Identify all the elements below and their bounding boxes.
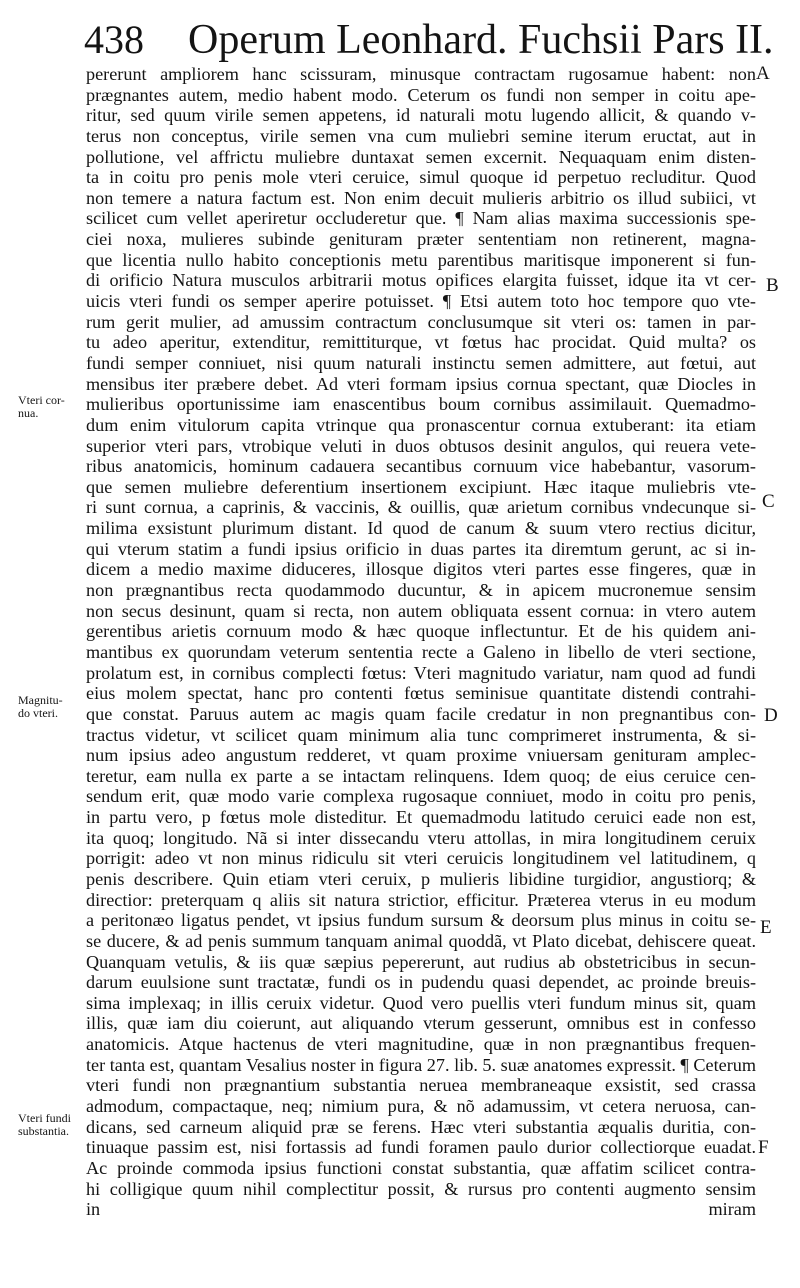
text-line: ta in coitu pro penis mole vteri ceruice, simul quoque id perpetuo recluditur. Quod [86, 167, 756, 188]
text-line: penis describere. Quin etiam vteri ceruix, p mulieris libidine turgidior, angustiorq; & [86, 868, 756, 889]
text-line: prolatum est, in cornibus complecti fœtus: Vteri magnitudo variatur, nam quod ad fundi [86, 662, 756, 683]
margin-note-line: Magnitu- [18, 693, 63, 707]
text-line: in miram [86, 1199, 756, 1220]
text-line: tractus videtur, vt scilicet quam minimum alia tunc comprimeret instrumenta, & si- [86, 724, 756, 745]
text-line: que constat. Paruus autem ac magis quam facile credatur in non pregnantibus con- [86, 703, 756, 724]
text-line: porrigit: adeo vt non minus ridiculu sit vteri ceruicis longitudinem vel latitudinem, q [86, 848, 756, 869]
text-line: pererunt ampliorem hanc scissuram, minusque contractam rugosamue habent: non [86, 64, 756, 84]
text-line: terus non conceptus, virile semen vna cum muliebri semine iterum eructat, aut in [86, 125, 756, 146]
text-line [86, 1220, 756, 1241]
margin-note-uteri-cornua [18, 394, 84, 420]
text-line: ita quoq; longitudo. Nã si inter dissecandu vteru attollas, in mira longitudinem ceruix [86, 827, 756, 848]
text-line: admodum, compactaque, neq; nimium pura, & nõ adamussim, vt cetera neruosa, can- [86, 1096, 756, 1117]
text-line: ri sunt cornua, a caprinis, & vaccinis, & ouillis, quæ arietum cornibus vndecunque si- [86, 497, 756, 518]
text-line: ribus anatomicis, hominum cadauera secantibus cornuum vice habebantur, vasorum- [86, 456, 756, 477]
text-line: mulieribus oportunissime iam enascentibus boum cornibus assimilauit. Quemadmo- [86, 394, 756, 415]
text-line: dicem a medio maxime diduceres, illosque digitos vteri partes esse fingeres, quæ in [86, 559, 756, 580]
text-line: dum enim vitulorum capita vtrinque qua pronascentur cornua extuberant: ita etiam [86, 414, 756, 435]
text-line: ritur, sed quum virile semen appetens, id naturali motu lugendo allicit, & quando v- [86, 105, 756, 126]
text-line: Quanquam vetulis, & iis quæ sæpius pepererunt, aut rudius ab obstetricibus in secun- [86, 951, 756, 972]
text-line: sima implexaq; in illis ceruix videtur. Quod vero puellis vteri fundum minus sit, quam [86, 992, 756, 1013]
margin-note-line: do vteri. [18, 706, 58, 720]
text-line: prægnantes autem, medio habent modo. Ceterum os fundi non semper in coitu ape- [86, 84, 756, 105]
text-line: pollutione, vel affrictu muliebre duntaxat semen excernit. Nequaquam enim disten- [86, 146, 756, 167]
text-line: se ducere, & ad penis summum tanquam animal quoddã, vt Plato dicebat, dehiscere queat. [86, 930, 756, 951]
section-letter-a: A [756, 63, 770, 84]
section-letter-b: B [766, 275, 779, 296]
text-line: gerentibus arietis cornuum modo & hæc quoque inflectuntur. Et de his quidem ani- [86, 621, 756, 642]
text-line: in partu vero, p fœtus mole disteditur. Et quemadmodu latitudo ceruici eade non est, [86, 807, 756, 828]
text-line: tu adeo aperitur, extenditur, remittiturque, vt fœtus hac procidat. Quid multa? os [86, 332, 756, 353]
margin-note-magnitudo-uteri [18, 694, 84, 720]
text-line: qui vterum statim a fundi ipsius orificio in duas partes ita diremtum gerunt, ac si in- [86, 538, 756, 559]
text-line: milima exsistunt plurimum distant. Id quod de canum & suum vtero rectius dicitur, [86, 518, 756, 539]
text-line: teretur, eam nulla ex parte a se intactam relinquens. Idem quoq; de eius ceruice cen- [86, 765, 756, 786]
margin-note-line: Vteri cor- [18, 393, 65, 407]
text-line: vteri fundi non prægnantium substantia neruea membraneaque exsistit, sed crassa [86, 1075, 756, 1096]
text-line: mantibus ex quorundam veterum sententia recte a Galeno in libello de vteri sectione, [86, 641, 756, 662]
text-line: num ipsius adeo angustum redderet, vt quam proxime vniuersam genituram amplec- [86, 745, 756, 766]
margin-note-line: substantia. [18, 1124, 69, 1138]
text-line: dicans, sed carneum aliquid præ se ferens. Hæc vteri substantia æqualis duritia, con- [86, 1116, 756, 1137]
text-line: anatomicis. Atque hactenus de vteri magnitudine, quæ in non prægnantibus frequen- [86, 1034, 756, 1055]
section-letter-f: F [758, 1137, 769, 1158]
text-line: mensibus iter præbere debet. Ad vteri formam ipsius cornua spectant, quæ Diocles in [86, 373, 756, 394]
running-title: Operum Leonhard. Fuchsii Pars II. [188, 17, 774, 63]
text-line: ter tanta est, quantam Vesalius noster in figura 27. lib. 5. suæ anatomes expressit. ¶ Ceterum [86, 1054, 756, 1075]
text-line: sendum erit, quæ modo varie complexa rugosaque conniuet, modo in coitu pro penis, [86, 786, 756, 807]
text-line: illis, quæ iam diu coierunt, aut aliquando vterum gesserunt, omnibus est in confesso [86, 1013, 756, 1034]
text-line: uicis vteri fundi os semper aperire potuisset. ¶ Etsi autem toto hoc tempore quo vte- [86, 291, 756, 312]
section-letter-c: C [762, 491, 775, 512]
margin-note-line: Vteri fundi [18, 1111, 71, 1125]
section-letter-e: E [760, 917, 772, 938]
text-line: hi colligique quum nihil complectitur possit, & rursus pro contenti augmento sensim [86, 1178, 756, 1199]
text-line: non secus desinunt, quam si recta, non autem obliquata essent cornua: in vtero autem [86, 600, 756, 621]
margin-note-uteri-fundi-substantia [18, 1112, 84, 1138]
text-line: superior vteri pars, vtrobique veluti in duos obtusos desinit angulos, qui reuera vete- [86, 435, 756, 456]
text-line: a peritonæo ligatus pendet, vt ipsius fundum sursum & deorsum plus minus in coitu se- [86, 910, 756, 931]
text-line: que semen muliebre deferentium insertionem excipiunt. Hæc itaque muliebris vte- [86, 476, 756, 497]
text-line: scilicet cum vellet aperiretur occluderetur que. ¶ Nam alias maxima successionis spe- [86, 208, 756, 229]
text-line: darum euulsione sunt tractatæ, fundi os in pudendu quasi dependet, ac proinde breuis- [86, 972, 756, 993]
text-line: fundi semper conniuet, nisi quum naturali instinctu semen admittere, aut fœtui, aut [86, 352, 756, 373]
page-number: 438 [84, 17, 144, 62]
text-line: Ac proinde commoda ipsius functioni constat substantia, quæ affatim scilicet contra- [86, 1157, 756, 1178]
text-line: di orificio Natura musculos arbitrarii motus opifices elargita fuisset, idque ita vt cer- [86, 270, 756, 291]
section-letter-d: D [764, 705, 778, 726]
text-line: non temere a natura factum est. Non enim decuit mulieris arbitrio os illud subiici, vt [86, 187, 756, 208]
text-line: rum gerit mulier, ad amussim contractum conclusumque sit vteri os: tamen in par- [86, 311, 756, 332]
body-text [86, 64, 756, 1241]
text-line: non prægnantibus recta quodammodo ducuntur, & in apicem mucronemue sensim [86, 580, 756, 601]
margin-note-line: nua. [18, 406, 39, 420]
text-line: ciei noxa, mulieres subinde genituram præter sententiam non retinerent, magna- [86, 229, 756, 250]
text-line: que licentia nullo habito conceptionis metu parentibus maritisque imponerent si fun- [86, 249, 756, 270]
text-line: directior: preterquam q aliis sit natura strictior, efficitur. Præterea vterus in eu modum [86, 889, 756, 910]
text-line: tinuaque passim est, nisi fortassis ad fundi foramen paulo durior collectiorque euadat. [86, 1137, 756, 1158]
text-line: eius molem spectat, hanc pro contenti fœtus seminisue quantitate distendi contrahi- [86, 683, 756, 704]
